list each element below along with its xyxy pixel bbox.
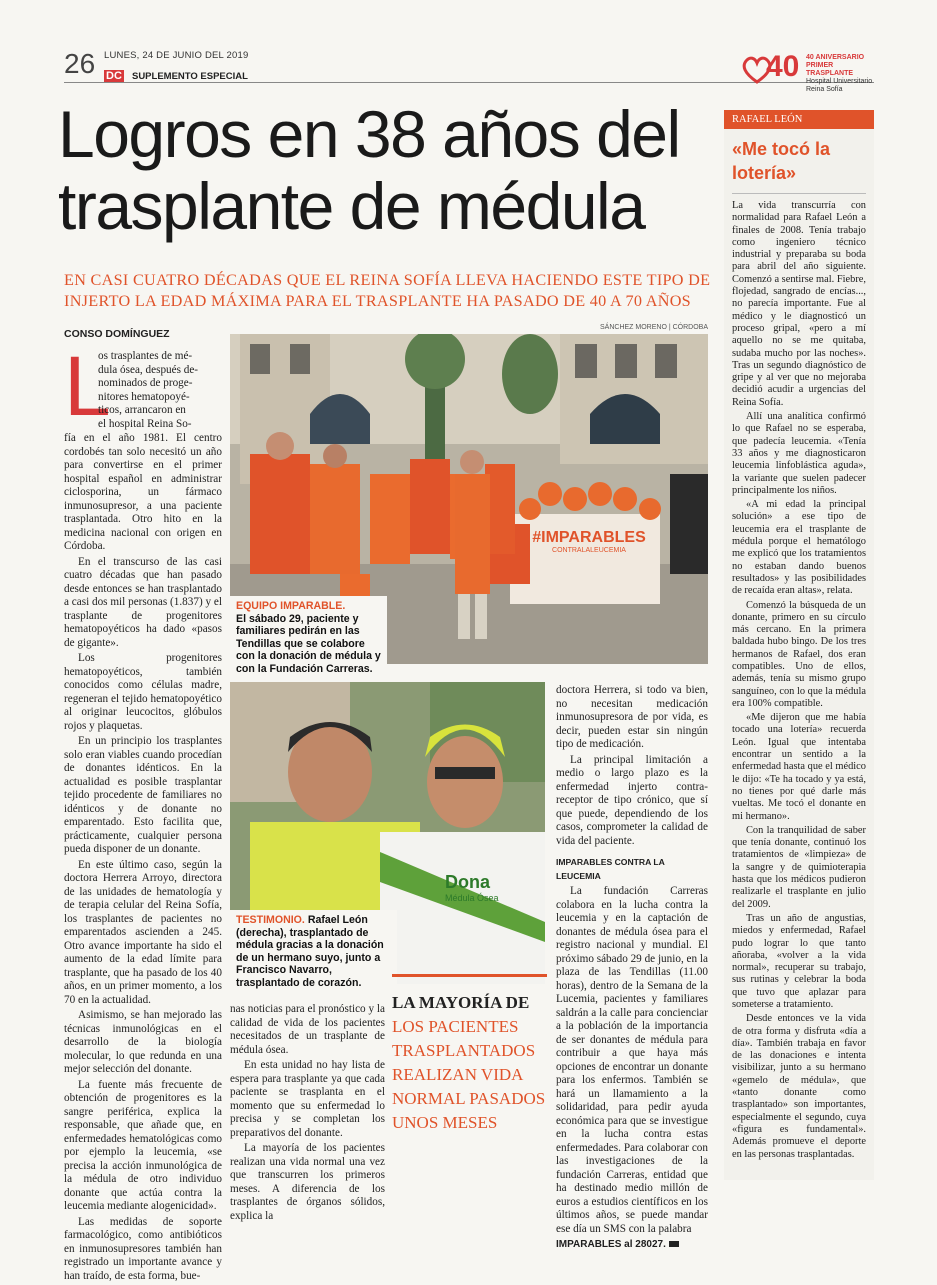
jersey-subtext: Médula Ósea xyxy=(445,893,499,903)
subheadline-line2: INJERTO LA EDAD MÁXIMA PARA EL TRASPLANTE HA PASADO DE 40 A 70 AÑOS xyxy=(64,292,691,310)
dropcap-line: nitores hematopoyé- xyxy=(98,390,190,403)
article-paragraph: La fundación Carreras colabora en la lucha contra la leucemia y en la captación de donantes de médula ósea para el registro nacional y mundial. El próximo sábado 29 de junio, en la plaza de las Tendillas (11.00 horas), dentro de la Semana de la Lucemia, pacientes y familiares saldrán a la calle para concienciar a la población de la importancia de ser donantes de médula para contribuir a que haya más opciones de encontrar un donante para los enfermos. También se hará un llamamiento a la solidaridad, para pedir ayuda económica para que se investigue en la lucha contra estas enfermedades. Para colaborar con las investigaciones de la fundación Carreras, entidad que ha destinado medio millón de euros a estudios científicos en los últimos años, se puede mandar ese día un SMS con la palabra xyxy=(556,885,708,1235)
pullquote-lead: LA MAYORÍA DE xyxy=(392,993,530,1012)
anniversary-line1: 40 ANIVERSARIO xyxy=(806,54,865,61)
article-column-1 xyxy=(64,339,222,1285)
subheadline-line1: EN CASI CUATRO DÉCADAS QUE EL REINA SOFÍA LLEVA HACIENDO ESTE TIPO DE xyxy=(64,271,711,289)
article-paragraph: doctora Herrera, si todo va bien, no necesitan medicación inmunosupresora de por vida, es decir, pueden estar sin ningún tipo de medicación. xyxy=(556,684,708,750)
article-paragraph: La mayoría de los pacientes realizan una vida normal una vez que transcurren los primeros meses. A diferencia de los trasplantes de órganos sólidos, explica la xyxy=(230,1142,385,1222)
sidebar-paragraph: «Me dijeron que me había tocado una lotería» recuerda León. Igual que intentaba encontrar un sentido a la enfermedad hasta que el médico le dijo: «Te ha tocado y ya está, no tienes por qué darle más vueltas. Me tocó el donante en mi hermano». xyxy=(732,712,866,822)
article-paragraph: Los progenitores hematopoyéticos, también conocidos como células madre, regeneran el tejido hematopoyético al originar leucocitos, glóbulos rojos y plaquetas. xyxy=(64,652,222,732)
sidebar-paragraph: «A mi edad la principal solución» a ese tipo de leucemia era el trasplante de médula porque el hematólogo me explicó que los tratamientos no estaban dando buenos resultados» y las posibilidades de recaída eran altas», relata. xyxy=(732,499,866,597)
article-paragraph: fía en el año 1981. El centro cordobés tan solo necesitó un año para convertirse en el primer hospital español en administrar ciclosporina, un fármaco inmunosupresor, a una paciente trasplantada. Otro hito en la medicina nacional con origen en Córdoba. xyxy=(64,432,222,552)
article-paragraph: La principal limitación a medio o largo plazo es la enfermedad injerto contra-receptor de tipo crónico, que sí que puede, dependiendo de los casos, comprometer la calidad de vida del paciente. xyxy=(556,753,708,847)
dropcap-line: el hospital Reina So- xyxy=(98,417,192,430)
sidebar-paragraph: Con la tranquilidad de saber que tenía donante, continuó los tratamientos de «limpieza» de la sangre y de quimioterapia hasta que los médicos pudieron realizarle el trasplante en julio del 2009. xyxy=(732,824,866,910)
headline xyxy=(58,98,738,242)
subheadline xyxy=(64,270,724,312)
dropcap: L xyxy=(64,339,111,433)
article-column-3 xyxy=(556,684,708,1252)
anniversary-logo xyxy=(742,50,882,93)
article-paragraph: En un principio los trasplantes solo eran viables cuando procedían de donantes idénticos. En la actualidad es posible trasplantar tejido procedente de familiares no idénticos y de donante no emparentado. Esto facilita que, prácticamente, cualquier persona pueda disponer de un donante. xyxy=(64,735,222,855)
sidebar-paragraph: Allí una analítica confirmó lo que Rafael no se esperaba, que padecía leucemia. «Tenía 33 años y me diagnosticaron leucemia linfoblástica aguda», la variante que suelen padecer principalmente los niños. xyxy=(732,411,866,496)
anniversary-number: 40 xyxy=(766,50,800,83)
page-number: 26 xyxy=(64,48,96,79)
pullquote-rule xyxy=(392,974,547,977)
sidebar-title xyxy=(724,129,874,185)
article-column-2 xyxy=(230,1003,385,1225)
caption-rally-lead: EQUIPO IMPARABLE. xyxy=(236,600,346,612)
newspaper-logo: DC xyxy=(106,70,122,82)
caption-rally-text: El sábado 29, paciente y familiares pedirán en las Tendillas que se colabore con la donación de médula y con la Fundación Carreras. xyxy=(236,612,381,675)
headline-line1: Logros en 38 años del xyxy=(58,97,680,171)
sidebar-title-line2: lotería» xyxy=(732,163,797,183)
section-line xyxy=(104,64,248,82)
banner-text: #IMPARABLES xyxy=(532,529,646,546)
article-paragraph: Asimismo, se han mejorado las técnicas inmunológicas en el desarrollo de la biología molecular, lo que redunda en una mejor selección del donante. xyxy=(64,1009,222,1075)
sidebar-paragraph: Tras un año de angustias, miedos y enfermedad, Rafael pudo lograr lo que tanto añoraba, «volver a la vida normal», recuperar su trabajo, sus rutinas y celebrar la boda que tuvo que aplazar para someterse a tratamiento. xyxy=(732,912,866,1010)
sidebar-body xyxy=(724,200,874,1161)
caption-rally xyxy=(230,596,387,680)
banner-subtext: CONTRALALEUCEMIA xyxy=(552,547,626,554)
anniversary-line3: Hospital Universitario xyxy=(806,78,873,85)
jersey-text xyxy=(445,872,499,903)
sidebar-paragraph: La vida transcurría con normalidad para Rafael León a finales de 2008. Tenía trabajo como ingeniero técnico industrial y preparaba su boda para abril del año siguiente. Comenzó a sentirse mal. Fiebre, flojedad, sangrado de encías..., no parecía importante. Fue al médico y le diagnosticó un proceso gripal, «pero a mí aquello no se me quitaba, sudaba mucho por las noches». Tras un segundo diagnóstico de gripe y al ver que no mejoraba decidió acudir a urgencias del Reina Sofía. xyxy=(732,200,866,408)
sms-keyword: IMPARABLES al 28027. xyxy=(556,1239,666,1250)
dropcap-line: nominados de proge- xyxy=(98,377,193,389)
photo-credit: SÁNCHEZ MORENO | CÓRDOBA xyxy=(600,324,708,331)
article-paragraph: Las medidas de soporte farmacológico, como antibióticos en inmunosupresores también han registrado un importante avance y han traído, de esta forma, bue- xyxy=(64,1215,222,1282)
dropcap-line: dula ósea, después de- xyxy=(98,363,199,376)
dropcap-line: os trasplantes de mé- xyxy=(98,350,193,362)
headline-line2: trasplante de médula xyxy=(58,169,645,243)
sidebar-rule xyxy=(732,193,866,194)
sidebar-title-line1: «Me tocó la xyxy=(732,139,831,159)
header-date: LUNES, 24 DE JUNIO DEL 2019 xyxy=(104,50,249,61)
caption-testimonial xyxy=(230,910,397,994)
subhead: IMPARABLES CONTRA LA LEUCEMIA xyxy=(556,857,665,881)
sidebar-paragraph: Comenzó la búsqueda de un donante, primero en su círculo más cercano. En la primera baldada hubo bingo. De los tres hermanos de Rafael, dos eran compatibles. Uno de ellos, además, tenía su mismo grupo sanguíneo, con lo que la médula era 100% compatible. xyxy=(732,599,866,709)
sidebar-paragraph: Desde entonces ve la vida de otra forma y disfruta «día a día». También trabaja en favor de las donaciones e intenta visibilizar, junto a su hermano «gemelo de médula», que «tanto donante como trasplantado» son importantes, especialmente el segundo, cuya «figura es fundamental». Además promueve el deporte en las personas trasplantadas. xyxy=(732,1013,866,1160)
banner-sign xyxy=(530,519,648,579)
caption-testimonial-text: Rafael León (derecha), trasplantado de médula gracias a la donación de un hermano suyo, junto a Francisco Navarro, trasplantado de corazón. xyxy=(236,914,384,989)
anniversary-line2: PRIMER TRASPLANTE xyxy=(806,62,854,77)
sidebar-author: RAFAEL LEÓN xyxy=(724,110,874,129)
caption-testimonial-lead: TESTIMONIO. xyxy=(236,914,305,926)
article-paragraph: nas noticias para el pronóstico y la calidad de vida de los pacientes necesitados de un trasplante de médula ósea. xyxy=(230,1003,385,1056)
anniversary-line4: Reina Sofía xyxy=(806,86,843,93)
dropcap-line: ticos, arrancaron en xyxy=(98,404,186,416)
dropcap-block xyxy=(64,339,222,433)
article-paragraph: La fuente más frecuente de obtención de progenitores es la sangre periférica, explica la responsable, que añade que, en enfermedades hematológicas como por ejemplo la leucemia, «se precisa la acción inmunológica de la médula de otro individuo donante que actúa contra la leucemia mediante alogenicidad». xyxy=(64,1078,222,1212)
article-paragraph: En este último caso, según la doctora Herrera Arroyo, directora de las unidades de hematología y de terapia celular del Reina Sofía, los trasplantes de pacientes no emparentados ascienden a 245. Otro avance importante ha sido el aumento de la edad límite para trasplante, que ha pasado de los 40 años, en un primer momento, a los 70 en la actualidad. xyxy=(64,858,222,1006)
jersey-brand: Dona xyxy=(445,872,490,892)
article-paragraph: En el transcurso de las casi cuatro décadas que han pasado desde entonces se han trasplantado a casi dos mil personas (1.837) y el trasplante de progenitores hematopoyéticos ha dado «pasos de gigante». xyxy=(64,555,222,649)
pullquote-text: LOS PACIENTES TRASPLANTADOS REALIZAN VIDA NORMAL PASADOS UNOS MESES xyxy=(392,1017,546,1132)
pullquote xyxy=(392,974,547,1135)
end-mark-icon xyxy=(669,1241,679,1247)
article-paragraph: En esta unidad no hay lista de espera para trasplante ya que cada paciente se trasplanta en el momento que su enfermedad lo precisa y se completan los preparativos del donante. xyxy=(230,1059,385,1139)
byline: CONSO DOMÍNGUEZ xyxy=(64,328,170,340)
section-label: SUPLEMENTO ESPECIAL xyxy=(131,71,248,82)
sidebar xyxy=(724,110,874,1180)
